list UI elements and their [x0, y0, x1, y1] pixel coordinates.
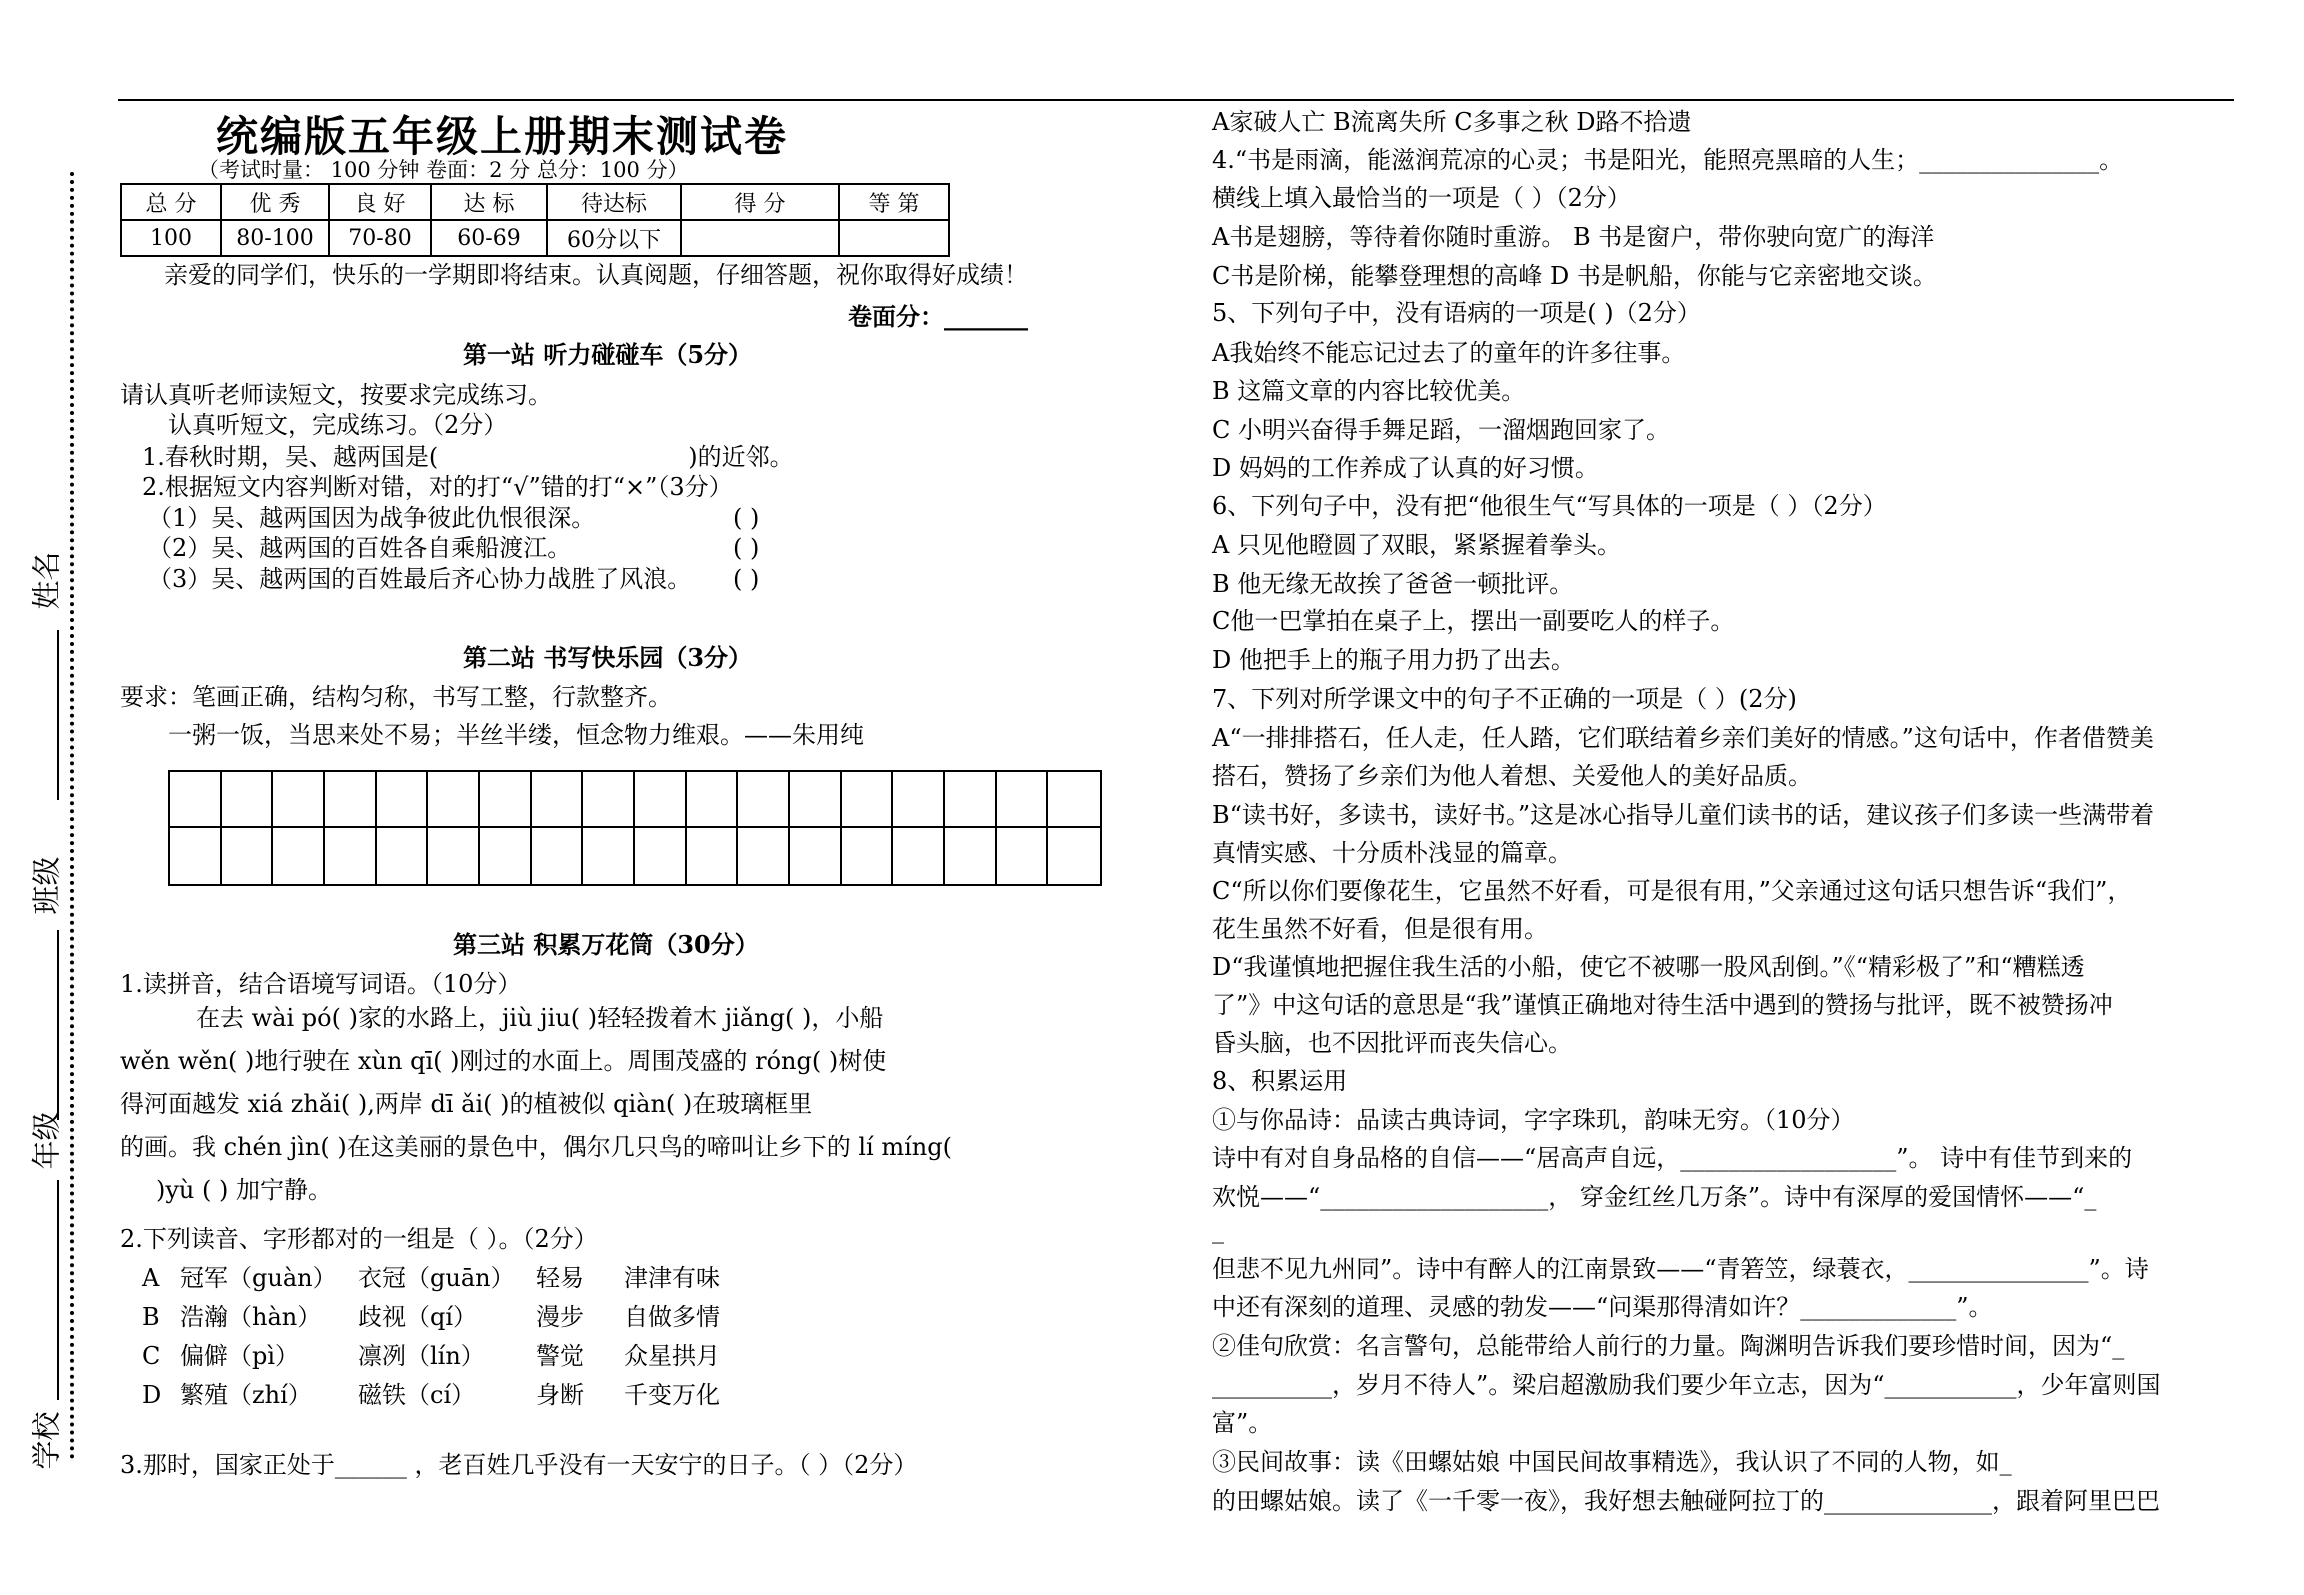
exam-info: （考试时量： 100 分钟 卷面：2 分 总分：100 分）: [198, 158, 689, 182]
option-word: 凛冽（lín）: [358, 1342, 485, 1370]
grid-cell[interactable]: [790, 828, 842, 884]
right-text-line: B“读书好，多读书，读好书。”这是冰心指导儿童们读书的话，建议孩子们多读一些满带着: [1212, 801, 2155, 829]
q1-answer-blank[interactable]: [438, 443, 688, 465]
score-table-value-row: [121, 220, 949, 256]
grid-cell[interactable]: [273, 828, 325, 884]
grid-cell[interactable]: [635, 772, 687, 828]
grid-cell[interactable]: [738, 828, 790, 884]
right-text-line: 诗中有对自身品格的自信——“居高声自远，__________________”。 诗中有佳节到来的: [1212, 1144, 2133, 1172]
right-text-line: A家破人亡 B流离失所 C多事之秋 D路不拾遗: [1212, 108, 1692, 136]
grade-input-cell[interactable]: [839, 220, 949, 256]
right-text-line: 搭石，赞扬了乡亲们为他人着想、关爱他人的美好品质。: [1212, 762, 1812, 790]
right-text-line: __________，岁月不待人”。梁启超激励我们要少年立志，因为“___________，少年富则国: [1212, 1371, 2161, 1399]
option-letter: D: [142, 1381, 162, 1409]
right-text-line: 7、下列对所学课文中的句子不正确的一项是（ ）(2分): [1212, 685, 1797, 713]
grid-cell[interactable]: [273, 772, 325, 828]
option-word: 歧视（qí）: [358, 1303, 478, 1331]
grid-cell[interactable]: [222, 828, 274, 884]
right-text-line: 富”。: [1212, 1409, 1273, 1437]
side-grade: 年级: [29, 1110, 64, 1170]
option-word: 偏僻（pì）: [180, 1342, 300, 1370]
section2-title: 第二站 书写快乐园（3分）: [463, 643, 753, 672]
grid-cell[interactable]: [532, 828, 584, 884]
section1-q1: [142, 442, 794, 472]
section3-title: 第三站 积累万花筒（30分）: [453, 930, 759, 959]
grid-cell[interactable]: [893, 772, 945, 828]
right-text-line: A 只见他瞪圆了双眼，紧紧握着拳头。: [1212, 531, 1621, 559]
score-input-cell[interactable]: [681, 220, 839, 256]
grid-cell[interactable]: [170, 828, 222, 884]
right-text-line: 但悲不见九州同”。诗中有醉人的江南景致——“青箬笠，绿蓑衣，_______________”。诗: [1212, 1255, 2149, 1283]
right-text-line: D 他把手上的瓶子用力扔了出去。: [1212, 646, 1575, 674]
score-table-header-row: [121, 184, 949, 220]
name-field[interactable]: [57, 630, 59, 800]
option-row-d: [142, 1380, 720, 1410]
side-name: 姓名: [29, 550, 64, 610]
judge-paren-3[interactable]: ( ): [733, 565, 760, 593]
pinyin-line-1: 在去 wài pó( )家的水路上，jiù jiu( )轻轻拨着木 jiǎng( )，小船: [196, 1004, 884, 1032]
option-letter: A: [142, 1264, 160, 1292]
pinyin-line-5: )yù ( ) 加宁静。: [156, 1176, 332, 1204]
right-text-line: ②佳句欣赏：名言警句，总能带给人前行的力量。陶渊明告诉我们要珍惜时间，因为“_: [1212, 1332, 2125, 1360]
option-word: 千变万化: [624, 1381, 720, 1409]
side-class: 班级: [29, 855, 64, 915]
right-text-line: 真情实感、十分质朴浅显的篇章。: [1212, 839, 1572, 867]
grid-cell[interactable]: [738, 772, 790, 828]
right-text-line: A书是翅膀，等待着你随时重游。 B 书是窗户，带你驶向宽广的海洋: [1212, 223, 1935, 251]
section1-intro: 请认真听老师读短文，按要求完成练习。: [120, 381, 552, 409]
section1-sub: 认真听短文，完成练习。（2分）: [168, 411, 508, 439]
right-text-line: _: [1212, 1216, 1224, 1244]
grid-cell[interactable]: [325, 828, 377, 884]
right-text-line: 6、下列句子中，没有把“他很生气“写具体的一项是（ ）（2分）: [1212, 492, 1887, 520]
right-text-line: 5、下列句子中，没有语病的一项是( )（2分）: [1212, 299, 1701, 327]
option-letter: C: [142, 1342, 161, 1370]
score-header-cell: 待达标: [547, 184, 681, 220]
score-table: [120, 183, 950, 257]
judge-item-1: （1）吴、越两国因为战争彼此仇恨很深。: [148, 504, 596, 532]
score-header-cell: 总 分: [121, 184, 221, 220]
score-value-cell: 80-100: [221, 220, 329, 256]
option-word: 衣冠（guān）: [358, 1264, 515, 1292]
option-row-a: [142, 1263, 720, 1293]
option-word: 轻易: [536, 1264, 584, 1292]
right-text-line: 的田螺姑娘。读了《一千零一夜》，我好想去触碰阿拉丁的______________，跟着阿里巴巴: [1212, 1487, 2160, 1515]
right-text-line: 昏头脑，也不因批评而丧失信心。: [1212, 1029, 1572, 1057]
grid-cell[interactable]: [1048, 772, 1100, 828]
score-header-cell: 得 分: [681, 184, 839, 220]
option-word: 磁铁（cí）: [358, 1381, 476, 1409]
right-text-line: B 他无缘无故挨了爸爸一顿批评。: [1212, 570, 1574, 598]
grade-field[interactable]: [57, 1180, 59, 1400]
right-text-line: 4.“书是雨滴，能滋润荒凉的心灵；书是阳光，能照亮黑暗的人生；_______________。: [1212, 146, 2124, 174]
score-header-cell: 良 好: [329, 184, 431, 220]
q1-text-a: 1.春秋时期，吴、越两国是(: [142, 443, 439, 471]
score-header-cell: 优 秀: [221, 184, 329, 220]
option-word: 浩瀚（hàn）: [180, 1303, 322, 1331]
option-word: 繁殖（zhí）: [180, 1381, 312, 1409]
neatness-score: 卷面分：_______: [848, 302, 1028, 331]
option-row-c: [142, 1341, 720, 1371]
right-text-line: 花生虽然不好看，但是很有用。: [1212, 915, 1548, 943]
grid-cell[interactable]: [997, 772, 1049, 828]
section3-q1: 1.读拼音，结合语境写词语。（10分）: [120, 970, 522, 998]
option-word: 冠军（guàn）: [180, 1264, 337, 1292]
grid-cell[interactable]: [842, 772, 894, 828]
grid-cell[interactable]: [945, 828, 997, 884]
judge-paren-2[interactable]: ( ): [733, 534, 760, 562]
judge-paren-1[interactable]: ( ): [733, 504, 760, 532]
option-row-b: [142, 1302, 720, 1332]
q1-text-b: )的近邻。: [688, 443, 794, 471]
class-field[interactable]: [57, 930, 59, 1120]
grid-cell[interactable]: [790, 772, 842, 828]
grid-cell[interactable]: [532, 772, 584, 828]
option-letter: B: [142, 1303, 160, 1331]
judge-item-2: （2）吴、越两国的百姓各自乘船渡江。: [148, 534, 572, 562]
grid-cell[interactable]: [1048, 828, 1100, 884]
section3-q2: 2.下列读音、字形都对的一组是（ ）。（2分）: [120, 1225, 598, 1253]
grid-cell[interactable]: [842, 828, 894, 884]
right-text-line: 8、积累运用: [1212, 1067, 1348, 1095]
right-text-line: 欢悦——“___________________， 穿金红丝几万条”。诗中有深厚的爱国情怀——“_: [1212, 1183, 2097, 1211]
grid-cell[interactable]: [687, 772, 739, 828]
right-text-line: D 妈妈的工作养成了认真的好习惯。: [1212, 454, 1599, 482]
grid-cell[interactable]: [170, 772, 222, 828]
section3-q3: 3.那时，国家正处于______ ，老百姓几乎没有一天安宁的日子。（ ）（2分）: [120, 1451, 918, 1479]
right-text-line: C他一巴掌拍在桌子上，摆出一副要吃人的样子。: [1212, 607, 1735, 635]
right-text-line: B 这篇文章的内容比较优美。: [1212, 377, 1526, 405]
grid-cell[interactable]: [377, 828, 429, 884]
judge-item-3: （3）吴、越两国的百姓最后齐心协力战胜了风浪。: [148, 565, 692, 593]
option-word: 津津有味: [624, 1264, 720, 1292]
option-word: 漫步: [536, 1303, 584, 1331]
section1-q2: 2.根据短文内容判断对错，对的打“√”错的打“×”（3分）: [142, 473, 733, 501]
binding-line: [70, 172, 74, 1460]
grid-cell[interactable]: [997, 828, 1049, 884]
right-text-line: C“所以你们要像花生，它虽然不好看，可是很有用，”父亲通过这句话只想告诉“我们”，: [1212, 877, 2132, 905]
grid-cell[interactable]: [480, 772, 532, 828]
score-header-cell: 等 第: [839, 184, 949, 220]
right-text-line: ③民间故事：读《田螺姑娘 中国民间故事精选》，我认识了不同的人物，如_: [1212, 1448, 2012, 1476]
score-value-cell: 60-69: [431, 220, 547, 256]
option-word: 众星拱月: [624, 1342, 720, 1370]
score-value-cell: 100: [121, 220, 221, 256]
grid-cell[interactable]: [583, 828, 635, 884]
grid-cell[interactable]: [583, 772, 635, 828]
pinyin-line-2: wěn wěn( )地行驶在 xùn qī( )刚过的水面上。周围茂盛的 róng( )树使: [120, 1047, 887, 1075]
right-text-line: A我始终不能忘记过去了的童年的许多往事。: [1212, 339, 1686, 367]
option-word: 警觉: [536, 1342, 584, 1370]
right-text-line: ①与你品诗：品读古典诗词，字字珠玑，韵味无穷。（10分）: [1212, 1106, 1855, 1134]
greeting: 亲爱的同学们，快乐的一学期即将结束。认真阅题，仔细答题，祝你取得好成绩！: [164, 261, 1028, 289]
right-text-line: D“我谨慎地把握住我生活的小船，使它不被哪一股风刮倒。”《“精彩极了”和“糟糕透: [1212, 953, 2085, 981]
right-text-line: C 小明兴奋得手舞足蹈，一溜烟跑回家了。: [1212, 416, 1670, 444]
score-value-cell: 70-80: [329, 220, 431, 256]
pinyin-line-4: 的画。我 chén jìn( )在这美丽的景色中，偶尔几只鸟的啼叫让乡下的 lí míng(: [120, 1133, 952, 1161]
grid-cell[interactable]: [428, 828, 480, 884]
option-word: 自做多情: [624, 1303, 720, 1331]
grid-cell[interactable]: [222, 772, 274, 828]
section2-requirement: 要求：笔画正确，结构匀称，书写工整，行款整齐。: [120, 683, 672, 711]
grid-cell[interactable]: [893, 828, 945, 884]
top-rule: [118, 99, 2234, 101]
page-title: 统编版五年级上册期末测试卷: [216, 112, 789, 161]
right-text-line: 中还有深刻的道理、灵感的勃发——“问渠那得清如许？_____________”。: [1212, 1293, 1993, 1321]
writing-grid[interactable]: [168, 770, 1102, 886]
grid-cell[interactable]: [480, 828, 532, 884]
right-text-line: 横线上填入最恰当的一项是（ ）（2分）: [1212, 184, 1631, 212]
grid-cell[interactable]: [377, 772, 429, 828]
grid-cell[interactable]: [428, 772, 480, 828]
right-text-line: C书是阶梯，能攀登理想的高峰 D 书是帆船，你能与它亲密地交谈。: [1212, 262, 1937, 290]
score-value-cell: 60分以下: [547, 220, 681, 256]
grid-cell[interactable]: [687, 828, 739, 884]
score-header-cell: 达 标: [431, 184, 547, 220]
right-text-line: 了”》中这句话的意思是“我”谨慎正确地对待生活中遇到的赞扬与批评，既不被赞扬冲: [1212, 991, 2113, 1019]
option-word: 身断: [536, 1381, 584, 1409]
section1-title: 第一站 听力碰碰车（5分）: [463, 340, 753, 369]
pinyin-line-3: 得河面越发 xiá zhǎi( ),两岸 dī ǎi( )的植被似 qiàn( )在玻璃框里: [120, 1090, 813, 1118]
grid-cell[interactable]: [635, 828, 687, 884]
side-school: 学校: [29, 1410, 64, 1470]
grid-cell[interactable]: [945, 772, 997, 828]
section2-quote: 一粥一饭，当思来处不易；半丝半缕，恒念物力维艰。——朱用纯: [168, 721, 864, 749]
grid-cell[interactable]: [325, 772, 377, 828]
right-text-line: A“一排排搭石，任人走，任人踏，它们联结着乡亲们美好的情感。”这句话中，作者借赞美: [1212, 724, 2154, 752]
